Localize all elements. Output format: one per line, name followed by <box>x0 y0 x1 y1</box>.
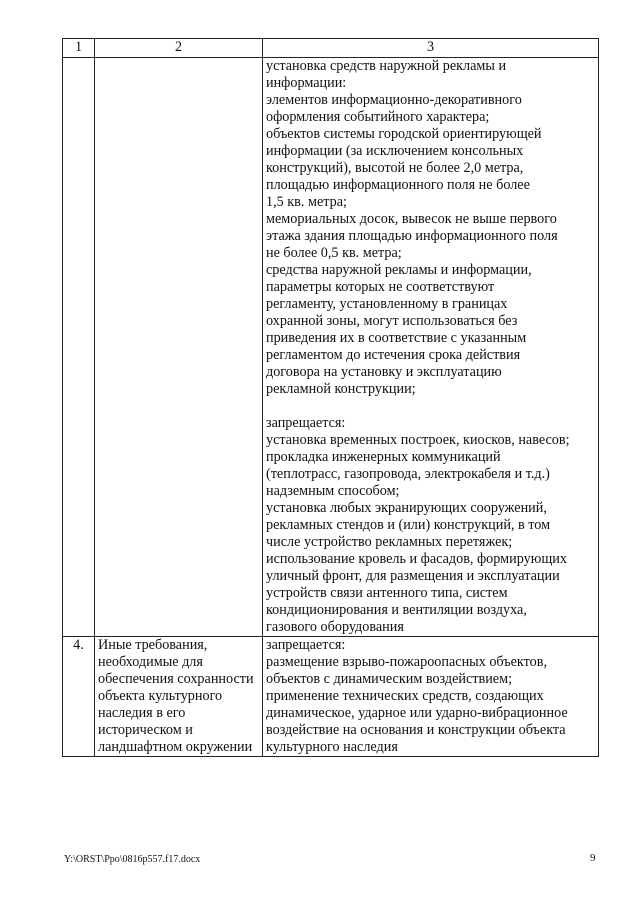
row-label-cell <box>95 637 263 757</box>
footer-page-number: 9 <box>590 852 596 864</box>
text-line: надземным способом; <box>266 483 400 499</box>
text-line: 1,5 кв. метра; <box>266 194 347 210</box>
text-line: воздействие на основания и конструкции объекта <box>266 722 566 738</box>
text-line: информации (за исключением консольных <box>266 143 524 159</box>
text-line: конструкций), высотой не более 2,0 метра, <box>266 160 524 176</box>
row-content-cell <box>263 58 599 637</box>
text-line: регламенту, установленному в границах <box>266 296 508 312</box>
table-header-row <box>63 39 599 58</box>
text-line: применение технических средств, создающих <box>266 688 544 704</box>
table-row-continuation <box>63 58 599 637</box>
text-line <box>266 398 595 415</box>
text-line: элементов информационно-декоративного <box>266 92 522 108</box>
text-line: охранной зоны, могут использоваться без <box>266 313 518 329</box>
header-col-2: 2 <box>95 39 263 58</box>
text-line: параметры которых не соответствуют <box>266 279 495 295</box>
text-line: Иные требования, <box>98 637 208 653</box>
text-line: необходимые для <box>98 654 203 670</box>
text-line: объекта культурного <box>98 688 223 704</box>
row-content-cell <box>263 637 599 757</box>
text-line: размещение взрыво-пожароопасных объектов, <box>266 654 547 670</box>
table-row-4 <box>63 637 599 757</box>
text-line: договора на установку и эксплуатацию <box>266 364 502 380</box>
text-line: уличный фронт, для размещения и эксплуатации <box>266 568 560 584</box>
text-line: рекламной конструкции; <box>266 381 416 397</box>
text-line: культурного наследия <box>266 739 398 755</box>
header-col-3: 3 <box>263 39 599 58</box>
text-line: запрещается: <box>266 415 346 431</box>
footer-file-path: Y:\ORST\Ppo\0816p557.f17.docx <box>64 854 201 865</box>
text-line: оформления событийного характера; <box>266 109 490 125</box>
text-line: объектов с динамическим воздействием; <box>266 671 513 687</box>
text-line: запрещается: <box>266 637 346 653</box>
text-line: площадью информационного поля не более <box>266 177 530 193</box>
header-col-1: 1 <box>63 39 95 58</box>
text-line: регламентом до истечения срока действия <box>266 347 521 363</box>
text-line: рекламных стендов и (или) конструкций, в том <box>266 517 551 533</box>
text-line: (теплотрасс, газопровода, электрокабеля и т.д.) <box>266 466 550 482</box>
text-line: средства наружной рекламы и информации, <box>266 262 532 278</box>
row-label-cell <box>95 58 263 637</box>
text-line: обеспечения сохранности <box>98 671 254 687</box>
text-line: газового оборудования <box>266 619 404 635</box>
text-line: информации: <box>266 75 347 91</box>
text-line: наследия в его <box>98 705 186 721</box>
text-line: прокладка инженерных коммуникаций <box>266 449 501 465</box>
text-line: историческом и <box>98 722 193 738</box>
text-line: этажа здания площадью информационного поля <box>266 228 558 244</box>
text-line: мемориальных досок, вывесок не выше первого <box>266 211 557 227</box>
text-line: ландшафтном окружении <box>98 739 253 755</box>
text-line: объектов системы городской ориентирующей <box>266 126 542 142</box>
text-line: использование кровель и фасадов, формирующих <box>266 551 567 567</box>
row-number-cell <box>63 58 95 637</box>
regulations-table <box>62 38 599 757</box>
row-number-cell: 4. <box>63 637 95 757</box>
text-line: динамическое, ударное или ударно-вибрационное <box>266 705 568 721</box>
text-line: приведения их в соответствие с указанным <box>266 330 527 346</box>
text-line: кондиционирования и вентиляции воздуха, <box>266 602 527 618</box>
text-line: установка любых экранирующих сооружений, <box>266 500 547 516</box>
text-line: не более 0,5 кв. метра; <box>266 245 402 261</box>
text-line: устройств связи антенного типа, систем <box>266 585 508 601</box>
text-line: числе устройство рекламных перетяжек; <box>266 534 513 550</box>
text-line: установка временных построек, киосков, навесов; <box>266 432 570 448</box>
text-line: установка средств наружной рекламы и <box>266 58 507 74</box>
